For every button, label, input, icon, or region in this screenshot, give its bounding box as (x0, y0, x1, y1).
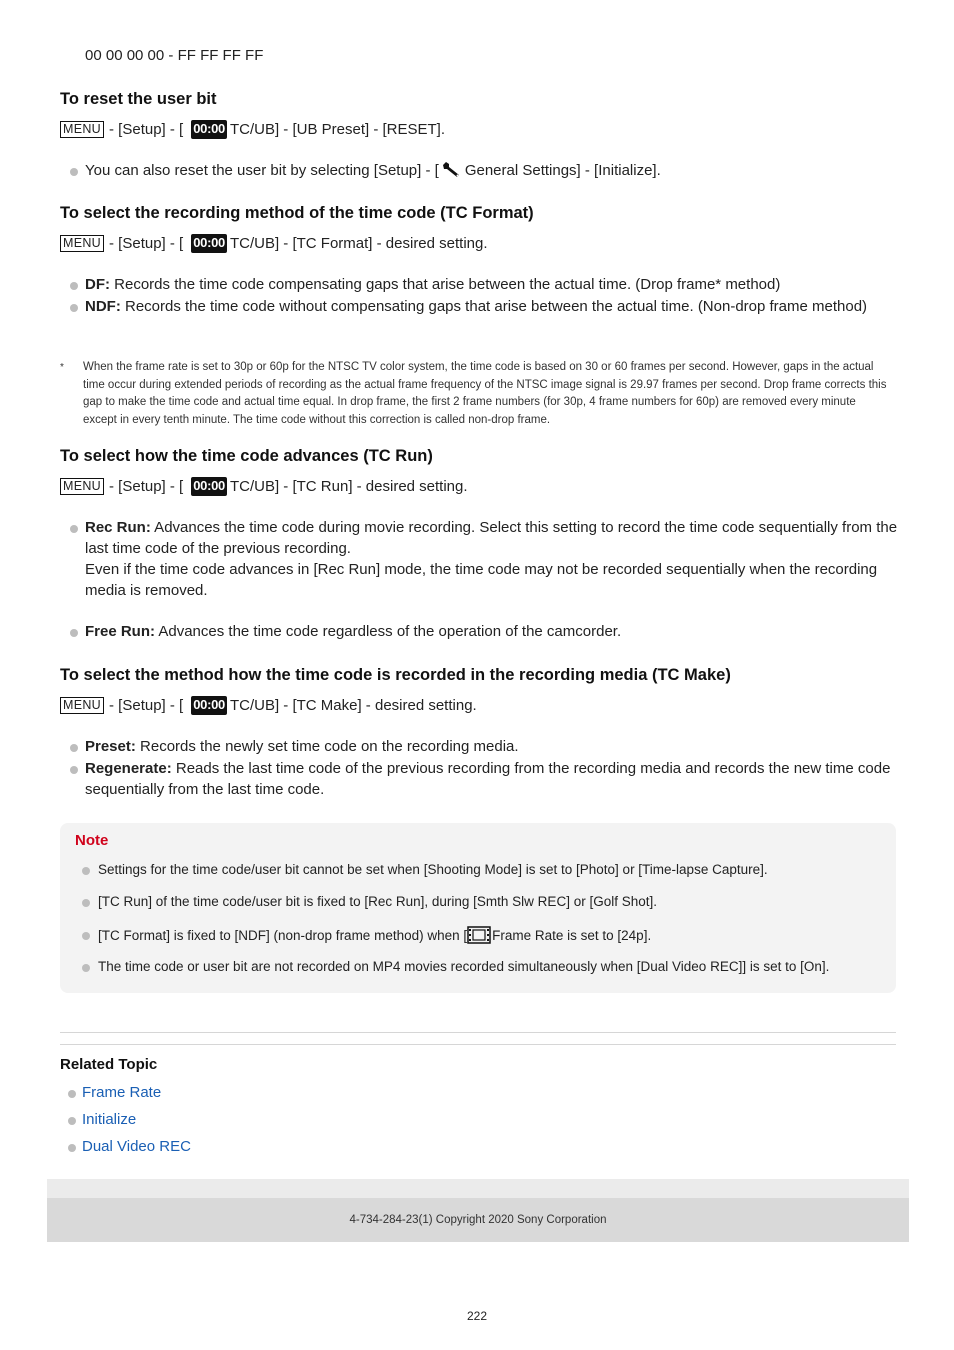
menu-path-tc-make (60, 696, 477, 715)
menu-path-suffix: TC/UB] - [TC Make] - desired setting. (229, 697, 477, 714)
menu-key-icon: MENU (60, 235, 104, 252)
tc-format-bullets (70, 274, 900, 317)
note-item: [TC Format] is fixed to [NDF] (non-drop frame method) when [ Frame Rate is set to [24p]. (82, 926, 651, 945)
list-item-regenerate: Regenerate: Reads the last time code of the previous recording from the recording media and records the new time code sequentially from the last time code. (70, 758, 900, 800)
menu-path-tc-run (60, 477, 468, 496)
note-item: [TC Run] of the time code/user bit is fixed to [Rec Run], during [Smth Slw REC] or [Golf Shot]. (82, 893, 657, 911)
tc-make-bullets (70, 736, 900, 800)
timecode-icon: 00:00 (191, 234, 227, 253)
footnote-mark: * (60, 362, 64, 373)
list-item-free-run: Free Run: Advances the time code regardless of the operation of the camcorder. (70, 621, 900, 642)
list-item-df: DF: Records the time code compensating gaps that arise between the actual time. (Drop frame* method) (70, 274, 900, 295)
menu-path-suffix: TC/UB] - [UB Preset] - [RESET]. (229, 121, 446, 138)
menu-key-icon: MENU (60, 121, 104, 138)
menu-path-prefix: - [Setup] - [ (109, 121, 184, 138)
list-item-rec-run: Rec Run: Advances the time code during movie recording. Select this setting to record the time code sequentially from the last time code of the previous recording. Even if the time code advances in [Rec Run] mode, the time code may not be recorded sequentially when the recording media is removed. (70, 517, 900, 601)
list-item: You can also reset the user bit by selecting [Setup] - [ General Settings] - [Initialize]. (70, 160, 900, 181)
menu-path-tc-format (60, 234, 488, 253)
related-topic-title: Related Topic (60, 1056, 158, 1073)
related-link-dual-video-rec[interactable]: Dual Video REC (68, 1138, 191, 1155)
section-title-tc-make: To select the method how the time code is recorded in the recording media (TC Make) (60, 666, 731, 684)
film-frame-icon (467, 926, 491, 944)
menu-key-icon: MENU (60, 697, 104, 714)
wrench-icon (441, 160, 463, 178)
section-title-tc-run: To select how the time code advances (TC Run) (60, 447, 433, 465)
footnote-text: When the frame rate is set to 30p or 60p for the NTSC TV color system, the time code is based on 30 or 60 frames per second. However, gaps in the actual time occur during extended periods of recording as the actual frame frequency of the NTSC image signal is 29.97 frames per second. Drop frame corrects this gap to make the time code and actual time equal. In drop frame, the first 2 frame numbers (for 30p, 4 frame numbers for 60p) are removed every minute except in every tenth minute. The time code without this correction is called non-drop frame. (83, 361, 887, 426)
tc-run-bullets (70, 517, 900, 642)
page-number: 222 (466, 1309, 488, 1323)
user-bit-range: 00 00 00 00 - FF FF FF FF (85, 47, 264, 64)
note-box (60, 823, 896, 993)
divider (60, 1032, 896, 1033)
menu-path-suffix: TC/UB] - [TC Format] - desired setting. (229, 235, 488, 252)
section-title-tc-format: To select the recording method of the time code (TC Format) (60, 204, 534, 222)
reset-bullets (70, 160, 900, 181)
timecode-icon: 00:00 (191, 477, 227, 496)
note-item: Settings for the time code/user bit cannot be set when [Shooting Mode] is set to [Photo] or [Time-lapse Capture]. (82, 861, 768, 879)
timecode-icon: 00:00 (191, 696, 227, 715)
copyright-footer: 4-734-284-23(1) Copyright 2020 Sony Corporation (47, 1198, 909, 1242)
related-link-frame-rate[interactable]: Frame Rate (68, 1084, 161, 1101)
section-title-reset-user-bit: To reset the user bit (60, 90, 217, 108)
list-item-preset: Preset: Records the newly set time code on the recording media. (70, 736, 900, 757)
related-link-initialize[interactable]: Initialize (68, 1111, 136, 1128)
menu-path-reset (60, 120, 445, 139)
menu-key-icon: MENU (60, 478, 104, 495)
note-item: The time code or user bit are not recorded on MP4 movies recorded simultaneously when [Dual Video REC]] is set to [On]. (82, 958, 829, 976)
note-title: Note (75, 832, 109, 849)
menu-path-prefix: - [Setup] - [ (109, 235, 184, 252)
timecode-icon: 00:00 (191, 120, 227, 139)
divider (60, 1044, 896, 1045)
menu-path-suffix: TC/UB] - [TC Run] - desired setting. (229, 478, 468, 495)
list-item-ndf: NDF: Records the time code without compensating gaps that arise between the actual time. (Non-drop frame method) (70, 296, 900, 317)
menu-path-prefix: - [Setup] - [ (109, 478, 184, 495)
drop-frame-footnote (60, 359, 890, 429)
menu-path-prefix: - [Setup] - [ (109, 697, 184, 714)
footer-band (47, 1179, 909, 1198)
